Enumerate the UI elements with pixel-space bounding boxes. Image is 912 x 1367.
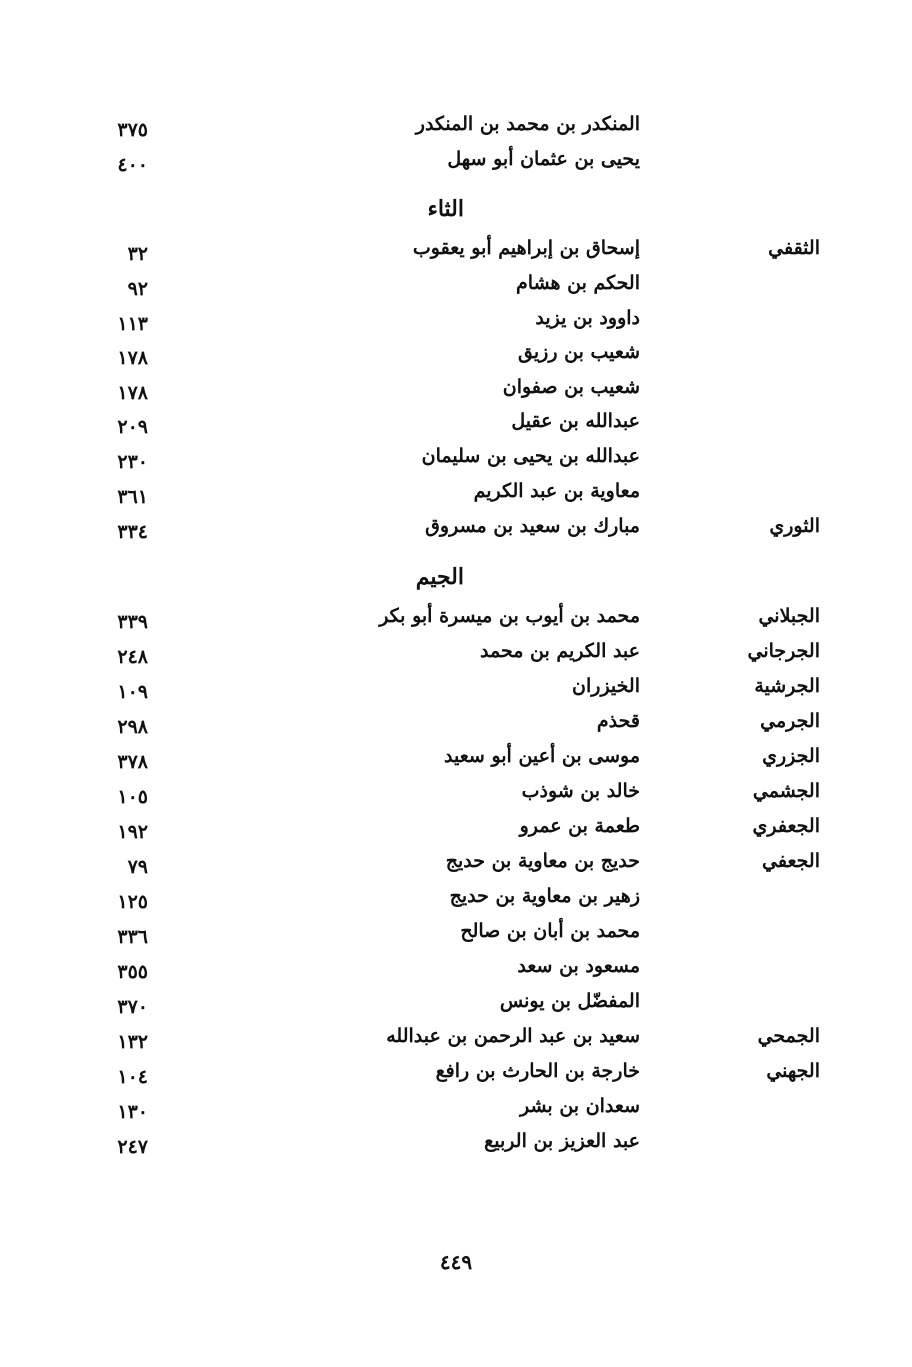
entry-name: موسى بن أعين أبو سعيد — [444, 745, 640, 767]
entry-name: المفضّل بن يونس — [499, 990, 640, 1012]
entry-page-number: ٢٩٨ — [117, 716, 148, 738]
entry-name: سعدان بن بشر — [520, 1095, 640, 1117]
index-entry — [0, 605, 912, 639]
entry-nisba: الثوري — [769, 515, 820, 537]
entry-page-number: ١٠٩ — [117, 681, 148, 703]
entry-nisba: الجشمي — [752, 780, 820, 802]
index-entry — [0, 675, 912, 709]
entry-page-number: ٧٩ — [127, 856, 148, 878]
index-entry — [0, 990, 912, 1024]
entry-name: خالد بن شوذب — [521, 780, 640, 802]
entry-page-number: ١٠٤ — [117, 1066, 148, 1088]
index-entry — [0, 920, 912, 954]
entry-name: عبد الكريم بن محمد — [479, 640, 640, 662]
entry-page-number: ٢٤٧ — [117, 1136, 148, 1158]
entry-name: حديج بن معاوية بن حديج — [445, 850, 640, 872]
index-entry — [0, 148, 912, 182]
entry-name: مسعود بن سعد — [517, 955, 640, 977]
entry-name: خارجة بن الحارث بن رافع — [435, 1060, 640, 1082]
entry-page-number: ١٩٢ — [117, 821, 148, 843]
entry-name: إسحاق بن إبراهيم أبو يعقوب — [412, 237, 640, 259]
entry-page-number: ٣٧٥ — [117, 119, 148, 141]
entry-nisba: الثقفي — [768, 237, 820, 259]
index-entry — [0, 515, 912, 549]
entry-page-number: ٣٦١ — [117, 486, 148, 508]
entry-name: عبدالله بن يحيى بن سليمان — [421, 445, 640, 467]
index-entry — [0, 237, 912, 271]
entry-page-number: ٣٣٤ — [117, 521, 148, 543]
entry-page-number: ٣٣٩ — [117, 611, 148, 633]
entry-name: طعمة بن عمرو — [519, 815, 640, 837]
entry-page-number: ١٢٥ — [117, 891, 148, 913]
entry-nisba: الجرشية — [754, 675, 820, 697]
entry-page-number: ١١٣ — [117, 313, 148, 335]
entry-page-number: ١٧٨ — [117, 382, 148, 404]
index-entry — [0, 1130, 912, 1164]
entry-name: عبدالله بن عقيل — [511, 410, 640, 432]
entry-page-number: ١٠٥ — [117, 786, 148, 808]
entry-nisba: الجرجاني — [747, 640, 820, 662]
entry-page-number: ٤٠٠ — [117, 154, 148, 176]
entry-name: مبارك بن سعيد بن مسروق — [425, 515, 640, 537]
entry-page-number: ٢٤٨ — [117, 646, 148, 668]
entry-page-number: ١٣٠ — [117, 1101, 148, 1123]
index-entry — [0, 850, 912, 884]
index-entry — [0, 745, 912, 779]
index-entry — [0, 410, 912, 444]
index-entry — [0, 480, 912, 514]
index-entry — [0, 341, 912, 375]
entry-name: شعيب بن صفوان — [502, 376, 640, 398]
entry-name: قحذم — [596, 710, 640, 732]
entry-nisba: الجبلاني — [758, 605, 820, 627]
entry-name: المنكدر بن محمد بن المنكدر — [415, 113, 640, 135]
entry-name: شعيب بن رزيق — [518, 341, 640, 363]
entry-name: محمد بن أيوب بن ميسرة أبو بكر — [379, 605, 640, 627]
index-entry — [0, 1095, 912, 1129]
entry-nisba: الجعفي — [762, 850, 820, 872]
index-entry — [0, 1025, 912, 1059]
entry-page-number: ٩٢ — [127, 278, 148, 300]
index-entry — [0, 113, 912, 147]
entry-page-number: ١٧٨ — [117, 347, 148, 369]
page-number: ٤٤٩ — [439, 1250, 473, 1274]
entry-name: زهير بن معاوية بن حديج — [449, 885, 640, 907]
entry-name: سعيد بن عبد الرحمن بن عبدالله — [386, 1025, 640, 1047]
entry-page-number: ١٣٢ — [117, 1031, 148, 1053]
entry-name: يحيى بن عثمان أبو سهل — [447, 148, 640, 170]
index-entry — [0, 955, 912, 989]
entry-page-number: ٢٠٩ — [117, 416, 148, 438]
entry-nisba: الجعفري — [752, 815, 820, 837]
entry-name: الحكم بن هشام — [516, 272, 640, 294]
entry-name: معاوية بن عبد الكريم — [473, 480, 640, 502]
index-entry — [0, 640, 912, 674]
entry-page-number: ٣٧٠ — [117, 996, 148, 1018]
entry-nisba: الجزري — [762, 745, 820, 767]
entry-nisba: الجرمي — [760, 710, 820, 732]
entry-name: داوود بن يزيد — [535, 307, 640, 329]
entry-page-number: ٣٥٥ — [117, 961, 148, 983]
section-heading: الثاء — [427, 196, 464, 222]
index-entry — [0, 272, 912, 306]
index-entry — [0, 815, 912, 849]
entry-page-number: ٣٢ — [127, 243, 148, 265]
entry-name: الخيزران — [572, 675, 640, 697]
entry-page-number: ٣٧٨ — [117, 751, 148, 773]
index-entry — [0, 1060, 912, 1094]
index-entry — [0, 885, 912, 919]
entry-page-number: ٢٣٠ — [117, 451, 148, 473]
entry-page-number: ٣٣٦ — [117, 926, 148, 948]
entry-nisba: الجمحي — [757, 1025, 820, 1047]
index-entry — [0, 445, 912, 479]
entry-name: عبد العزيز بن الربيع — [484, 1130, 640, 1152]
section-heading: الجيم — [415, 564, 464, 590]
index-entry — [0, 376, 912, 410]
index-entry — [0, 307, 912, 341]
index-entry — [0, 780, 912, 814]
entry-nisba: الجهني — [766, 1060, 820, 1082]
index-entry — [0, 710, 912, 744]
entry-name: محمد بن أبان بن صالح — [460, 920, 640, 942]
